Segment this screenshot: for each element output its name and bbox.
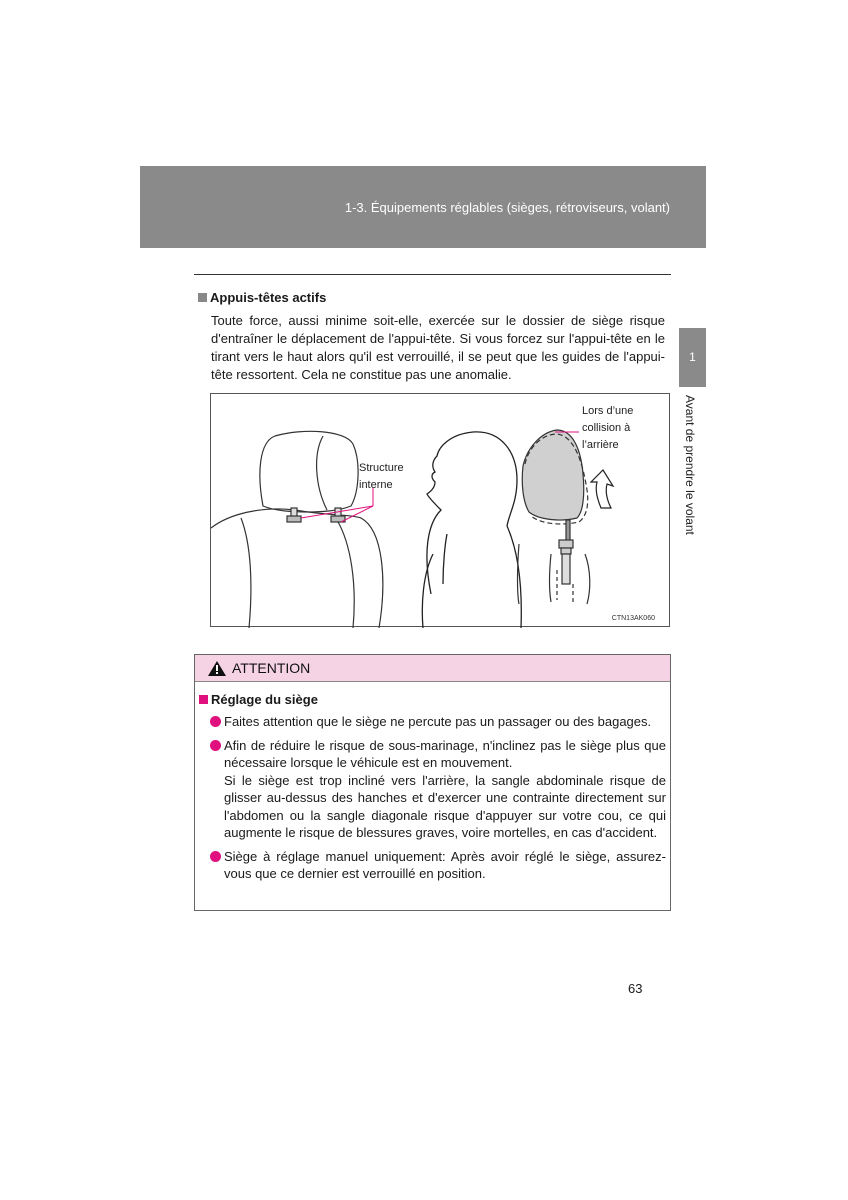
attention-list [210, 713, 666, 889]
list-item-detail: Si le siège est trop incliné vers l'arrière, la sangle abdominale risque de glisser au-dessus des hanches et d'exercer une contrainte directement sur l'abdomen ou la sangle diagonale risque d'appuyer sur votre cou, ce qui augmente le risque de blessures graves, voire mortelles, en cas d'accident. [224, 772, 666, 840]
section-divider [194, 274, 671, 275]
attention-title: ATTENTION [232, 660, 311, 676]
bullet-dot-icon [210, 716, 221, 727]
warning-triangle-icon [207, 660, 227, 677]
list-item: Afin de réduire le risque de sous-marinage, n'inclinez pas le siège plus que nécessaire lorsque le véhicule est en mouvement. Si le siège est trop incliné vers l'arrière, la sangle abdominale risque de glisser au-dessus des hanches et d'exercer une contrainte directement sur l'abdomen ou la sangle diagonale risque d'appuyer sur votre cou, ce qui augmente le risque de blessures graves, voire mortelles, en cas d'accident. [210, 737, 666, 842]
square-bullet-icon [199, 695, 208, 704]
attention-header [195, 655, 670, 682]
occupant-silhouette [422, 432, 521, 628]
attention-subheading-text: Réglage du siège [211, 692, 318, 707]
attention-subheading [199, 692, 318, 707]
chapter-tab-label: Avant de prendre le volant [683, 395, 697, 535]
chapter-number: 1 [689, 350, 696, 364]
motion-arrow-icon [591, 470, 613, 508]
figure-label-internal: Structure interne [359, 462, 404, 491]
section-heading-text: Appuis-têtes actifs [210, 290, 327, 305]
header-bar [140, 166, 706, 248]
section-heading [198, 290, 326, 305]
section-paragraph: Toute force, aussi minime soit-elle, exercée sur le dossier de siège risque d'entraîner le déplacement de l'appui-tête. Si vous forcez sur l'appui-tête en le tirant vers le haut alors qu'il est verrouillé, il se peut que les guides de l'appui-tête ressortent. Cela ne constitue pas une anomalie. [211, 313, 665, 382]
bullet-dot-icon [210, 740, 221, 751]
bullet-dot-icon [210, 851, 221, 862]
chapter-title: 1-3. Équipements réglables (sièges, rétroviseurs, volant) [344, 200, 670, 215]
seat-right-drawing [518, 430, 590, 604]
list-item: Siège à réglage manuel uniquement: Après avoir réglé le siège, assurez-vous que ce dernier est verrouillé en position. [210, 848, 666, 883]
figure-code: CTN13AK060 [611, 615, 655, 622]
attention-box [194, 654, 671, 911]
seat-left-drawing [211, 431, 383, 628]
square-bullet-icon [198, 293, 207, 302]
figure-label-collision: Lors d’une collision à l’arrière [582, 405, 634, 451]
chapter-tab [679, 328, 706, 387]
list-item: Faites attention que le siège ne percute pas un passager ou des bagages. [210, 713, 666, 731]
headrest-figure [210, 393, 670, 627]
page-number: 63 [628, 981, 643, 996]
